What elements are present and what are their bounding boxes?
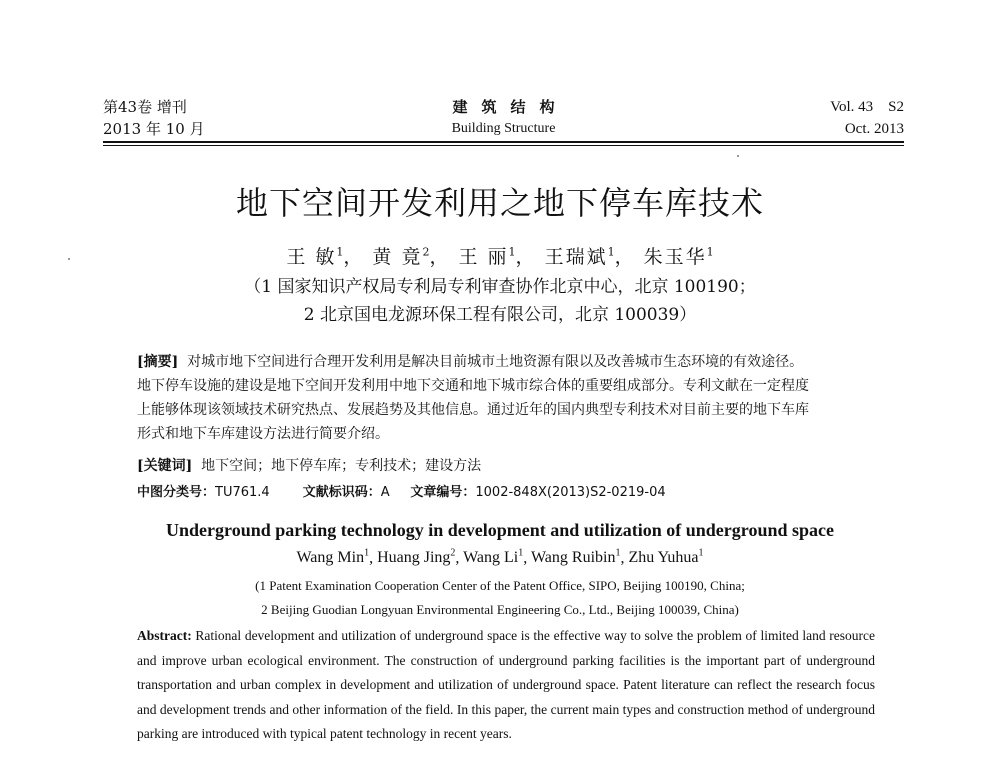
keywords-cn-label: [关键词]: [137, 458, 193, 474]
article-no-label: 文章编号：: [410, 485, 476, 500]
en-author: Huang Jing$^2$: [377, 548, 456, 567]
affiliation-1: （1 国家知识产权局专利局专利审查协作北京中心，北京 100190；: [244, 277, 756, 297]
en-author: Wang Ruibin$^1$: [530, 548, 621, 567]
en-author: Zhu Yuhua$^1$: [628, 548, 704, 567]
author: 王 敏$^1$: [286, 245, 344, 268]
abstract-cn-line: 上能够体现该领域技术研究热点、发展趋势及其他信息。通过近年的国内典型专利技术对目前主要的地下车库: [137, 402, 809, 418]
journal-header: [103, 96, 904, 146]
affiliation-2: 2 北京国电龙源环保工程有限公司，北京 100039）: [303, 305, 697, 325]
journal-name-en: Building Structure: [451, 121, 556, 136]
author: 王 丽$^1$: [458, 245, 516, 268]
abstract-cn-line: 形式和地下车库建设方法进行简要介绍。: [137, 426, 389, 442]
article-no-value: 1002-848X(2013)S2-0219-04: [475, 485, 666, 500]
paper-title: 地下空间开发利用之地下停车库技术: [235, 184, 764, 222]
header-vol-info: [830, 96, 904, 140]
header-journal-name: [103, 96, 904, 140]
header-volume: 第43卷 增刊: [103, 98, 187, 116]
header-month: Oct. 2013: [844, 121, 904, 137]
classification-info: [137, 481, 666, 500]
author: 朱玉华$^1$: [643, 245, 714, 268]
header-rule-thick: [103, 141, 904, 143]
en-author: Wang Min$^1$: [296, 548, 370, 567]
english-author-list: Wang Min$^1$, Huang Jing$^2$, Wang Li$^1$, Wang Ruibin$^1$, Zhu Yuhua$^1$: [296, 548, 704, 567]
abstract-cn-label: [摘要]: [137, 354, 179, 370]
keywords-cn-text: 地下空间；地下停车库；专利技术；建设方法: [201, 458, 482, 474]
english-affiliation-2: 2 Beijing Guodian Longyuan Environmental Engineering Co., Ltd., Beijing 100039, China): [261, 602, 739, 617]
english-title: Underground parking technology in development and utilization of underground space: [166, 520, 834, 540]
journal-name-cn: 建筑结构: [452, 98, 569, 116]
english-affiliation-1: (1 Patent Examination Cooperation Center of the Patent Office, SIPO, Beijing 100190, China;: [255, 578, 745, 593]
abstract-en-label: Abstract:: [137, 628, 192, 643]
abstract-cn-line: 地下停车设施的建设是地下空间开发利用中地下交通和地下城市综合体的重要组成部分。专利文献在一定程度: [137, 378, 809, 394]
header-date: 2013 年 10 月: [103, 120, 205, 138]
doc-code-label: 文献标识码：: [302, 485, 381, 500]
doc-code-value: A: [380, 485, 390, 500]
author: 黄 竟$^2$: [372, 245, 430, 268]
header-rule-thin: [103, 145, 904, 146]
clc-label: 中图分类号：: [137, 485, 216, 500]
keywords-cn: [137, 455, 481, 475]
author: 王瑞斌$^1$: [544, 245, 615, 268]
abstract-cn: [137, 350, 875, 446]
scan-speck: [737, 155, 739, 157]
abstract-en: [137, 624, 875, 747]
abstract-cn-line: 对城市地下空间进行合理开发利用是解决目前城市土地资源有限以及改善城市生态环境的有效途径。: [187, 354, 804, 370]
abstract-en-text: Rational development and utilization of underground space is the effective way to solve the problem of limited land resource and improve urban ecological environment. The construction of underground parking facilities is the important part of underground transportation and urban complex in development and utilization of underground space. Patent literature can reflect the research focus and development trends and other information of the field. In this paper, the current main types and construction method of underground parking are introduced with typical patent technology in recent years.: [137, 628, 875, 741]
author-list: 王 敏$^1$， 黄 竟$^2$， 王 丽$^1$， 王瑞斌$^1$， 朱玉华$^1$: [286, 245, 714, 268]
en-author: Wang Li$^1$: [463, 548, 524, 567]
clc-value: TU761.4: [215, 485, 270, 500]
header-vol: Vol. 43 S2: [830, 99, 904, 115]
